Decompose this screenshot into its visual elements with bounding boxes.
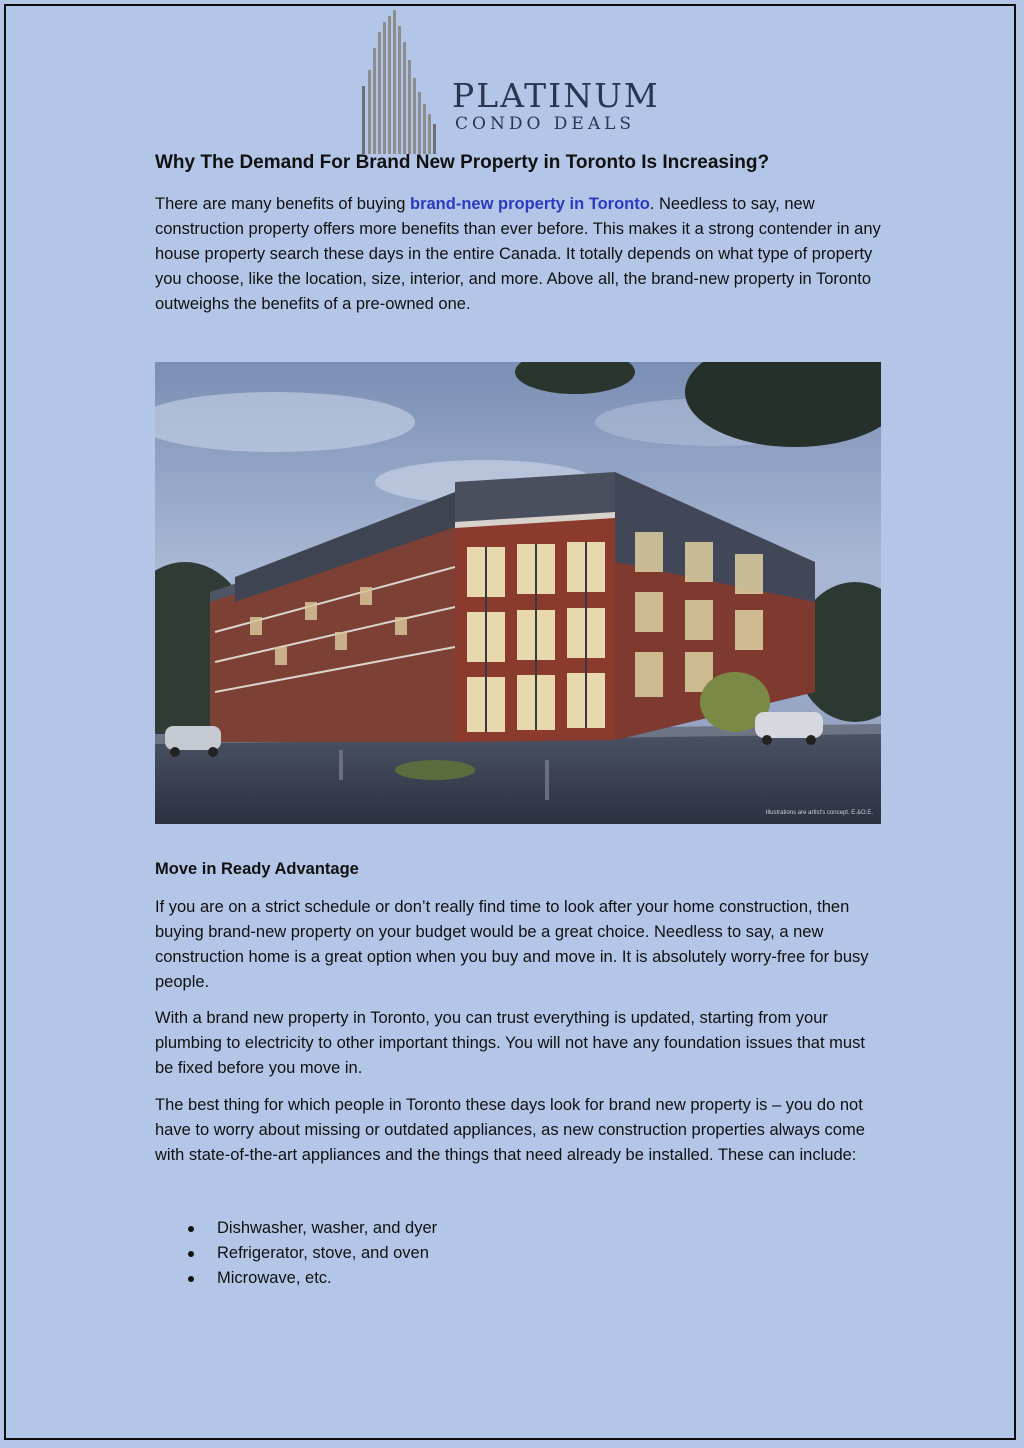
intro-text-end: . Needless to say, new construction property offers more benefits than ever before. This makes it a strong contender in any house property search these days in the entire Canada. It totally depends on what type of property you choose, like the location, size, interior, and more. Above all, the brand-new property in Toronto outweighs the benefits of a pre-owned one.	[155, 195, 881, 313]
list-item-text: Microwave, etc.	[217, 1269, 332, 1287]
list-item	[155, 1241, 437, 1266]
brand-tagline: CONDO DEALS	[455, 114, 636, 134]
appliance-list	[155, 1216, 437, 1291]
section-heading: Move in Ready Advantage	[155, 860, 359, 878]
paragraph-3: The best thing for which people in Toronto these days look for brand new property is – you do not have to worry about missing or outdated appliances, as new construction properties always come with state-of-the-art appliances and the things that need already be installed. These can include:	[155, 1096, 865, 1164]
bullet-icon	[188, 1226, 194, 1232]
building-illustration	[155, 362, 881, 824]
bullet-icon	[188, 1276, 194, 1282]
article-title: Why The Demand For Brand New Property in Toronto Is Increasing?	[155, 152, 770, 173]
intro-text-start: There are many benefits of buying	[155, 195, 410, 213]
paragraph-1: If you are on a strict schedule or don’t really find time to look after your home construction, then buying brand-new property on your budget would be a great choice. Needless to say, a new construction home is a great option when you buy and move in. It is absolutely worry-free for busy people.	[155, 898, 869, 991]
list-item	[155, 1266, 437, 1291]
intro-paragraph	[155, 192, 885, 317]
brand-new-property-link[interactable]: brand-new property in Toronto	[409, 195, 650, 213]
bullet-icon	[188, 1251, 194, 1257]
image-caption: Illustrations are artist's concept. E.&O.E.	[765, 810, 873, 816]
paragraph-2: With a brand new property in Toronto, you can trust everything is updated, starting from your plumbing to electricity to other important things. You will not have any foundation issues that must be fixed before you move in.	[155, 1009, 865, 1077]
brand-name: PLATINUM	[452, 76, 660, 115]
list-item-text: Refrigerator, stove, and oven	[217, 1244, 429, 1262]
list-item-text: Dishwasher, washer, and dyer	[217, 1219, 438, 1237]
list-item	[155, 1216, 437, 1241]
